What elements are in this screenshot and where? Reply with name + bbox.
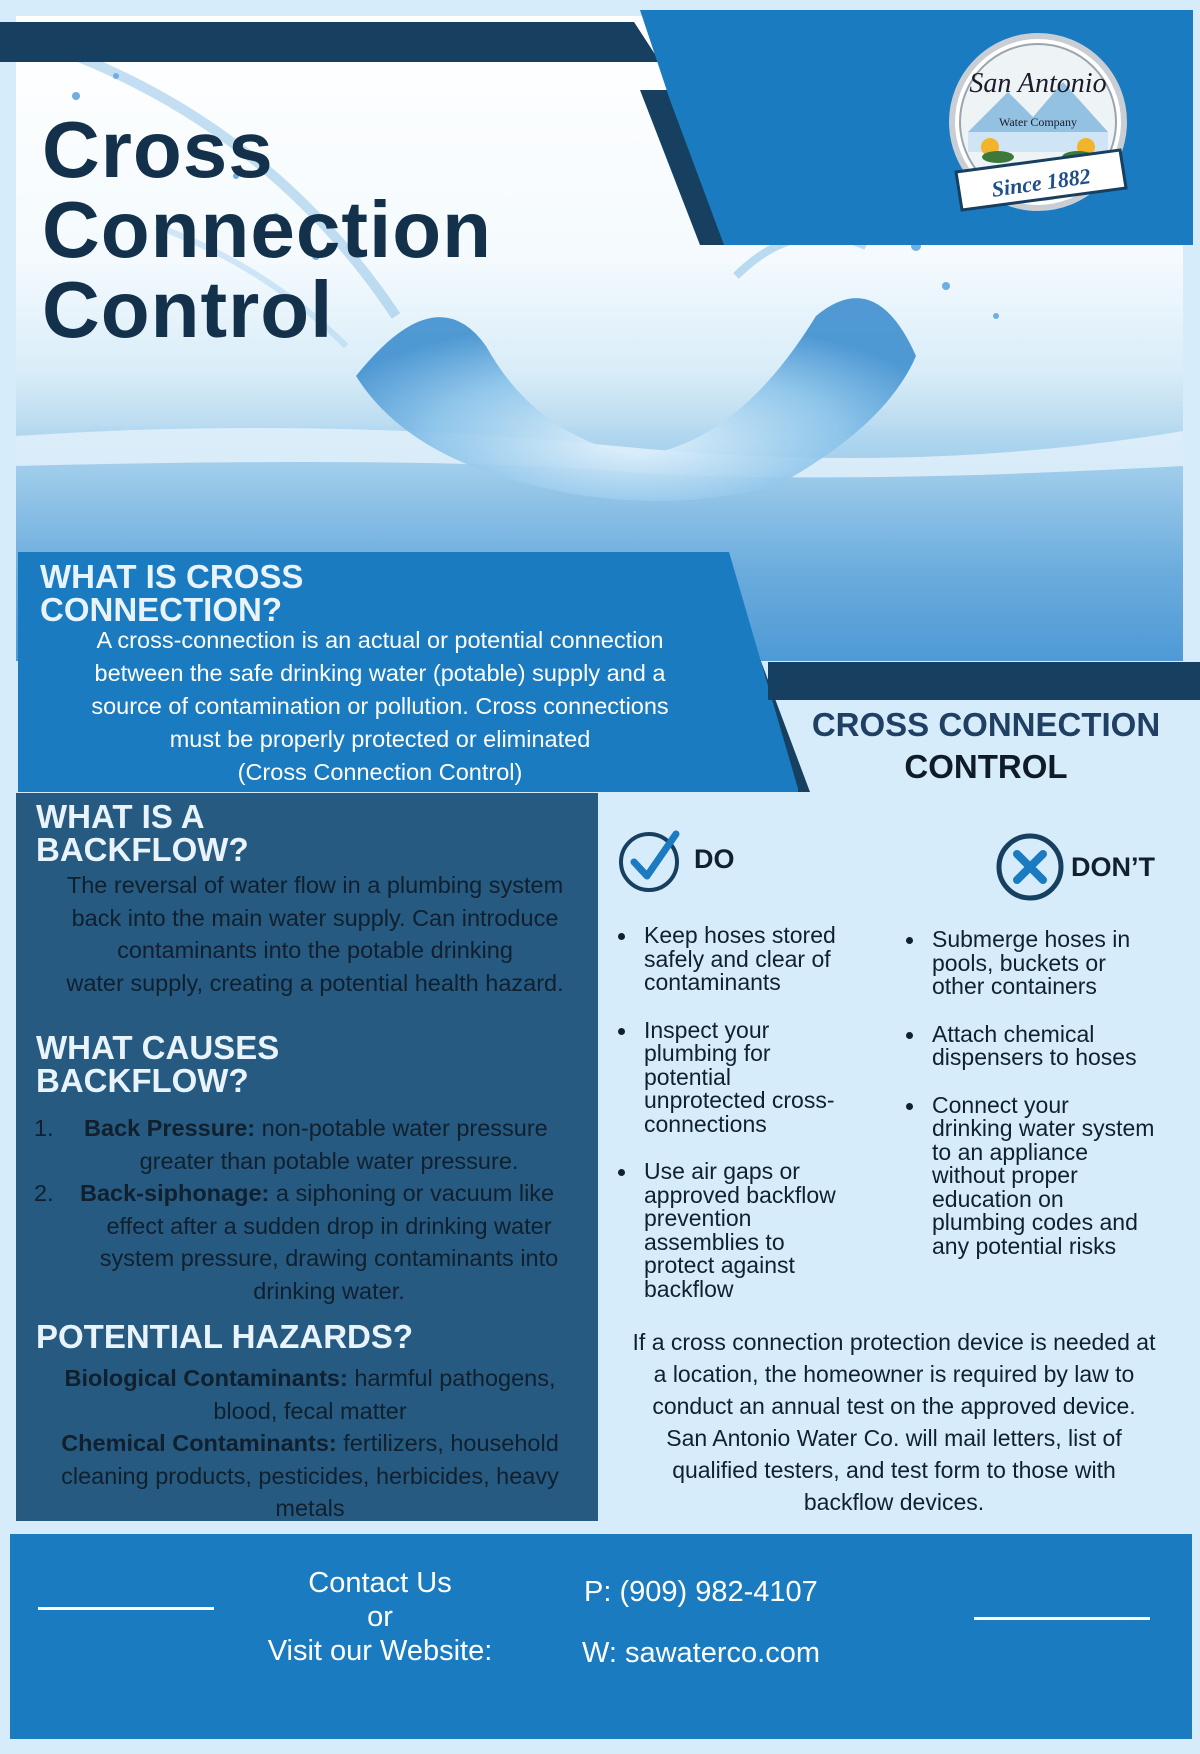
list-term: Back-siphonage:	[80, 1180, 270, 1206]
list-line: safely and clear of	[644, 945, 831, 972]
list-line: contaminants	[644, 969, 781, 995]
do-list	[616, 924, 886, 1325]
title-line: Control	[42, 265, 334, 354]
hazard-biological	[20, 1362, 600, 1395]
what-is-cross-connection-body	[20, 624, 740, 789]
list-line: approved backflow	[644, 1181, 836, 1208]
list-line: Use air gaps or	[644, 1158, 800, 1184]
list-line: dispensers to hoses	[932, 1044, 1137, 1070]
list-line: backflow	[644, 1275, 734, 1302]
list-item-first-line	[34, 1177, 594, 1210]
list-line: Attach chemical	[932, 1020, 1095, 1047]
list-item	[34, 1112, 594, 1177]
potential-hazards-body	[20, 1362, 600, 1525]
list-item-first-line	[34, 1112, 594, 1145]
body-line: between the safe drinking water (potable) supply and a	[94, 660, 666, 686]
list-line: without proper	[932, 1162, 1078, 1188]
list-text: non-potable water pressure	[255, 1115, 548, 1141]
note-line: a location, the homeowner is required by law to	[653, 1361, 1135, 1387]
list-item	[616, 924, 886, 995]
top-navy-banner	[0, 22, 660, 62]
page-title	[42, 105, 492, 354]
hazard-text-line: cleaning products, pesticides, herbicides, heavy	[61, 1462, 559, 1489]
note-line: qualified testers, and test form to those with	[672, 1457, 1116, 1483]
hazard-text-line: metals	[275, 1495, 345, 1521]
title-line: Cross	[42, 105, 274, 194]
list-line: assemblies to	[644, 1228, 785, 1255]
list-line: pools, buckets or	[932, 949, 1106, 976]
list-line: other containers	[932, 973, 1097, 999]
note-line: conduct an annual test on the approved device.	[652, 1393, 1136, 1419]
footer-divider-right	[974, 1617, 1150, 1620]
logo-since-text: Since 1882	[990, 163, 1093, 202]
list-line: Submerge hoses in	[932, 926, 1131, 952]
contact-line: Contact Us	[308, 1567, 452, 1599]
what-causes-backflow-heading	[36, 1031, 576, 1097]
list-line: connections	[644, 1110, 767, 1137]
body-line: back into the main water supply. Can introduce	[71, 904, 559, 931]
body-line: contaminants into the potable drinking	[117, 937, 513, 963]
heading-line: WHAT CAUSES	[36, 1029, 280, 1066]
body-line: must be properly protected or eliminated	[169, 726, 591, 752]
list-term: Back Pressure:	[84, 1115, 256, 1141]
annual-test-note	[604, 1326, 1184, 1518]
heading-line: BACKFLOW?	[36, 831, 249, 868]
note-line: backflow devices.	[803, 1489, 985, 1515]
list-line: Connect your	[932, 1091, 1069, 1118]
heading-line: WHAT IS CROSS	[40, 558, 304, 595]
cross-connection-control-heading	[790, 704, 1182, 788]
body-line: (Cross Connection Control)	[237, 759, 523, 785]
company-logo	[938, 22, 1138, 222]
list-line: plumbing for	[644, 1040, 771, 1066]
list-line: to an appliance	[932, 1138, 1089, 1165]
list-item	[34, 1177, 594, 1307]
heading-line: POTENTIAL HAZARDS?	[36, 1318, 414, 1355]
list-line: potential	[644, 1063, 731, 1090]
hazard-text-line: blood, fecal matter	[213, 1397, 407, 1424]
list-line: any potential risks	[932, 1232, 1117, 1259]
list-line: plumbing codes and	[932, 1209, 1138, 1235]
contact-us-block	[230, 1566, 530, 1668]
backflow-causes-list	[34, 1112, 594, 1307]
list-line: drinking water system	[932, 1115, 1155, 1141]
dont-label: DON’T	[1071, 852, 1155, 882]
contact-line: Visit our Website:	[267, 1635, 493, 1667]
website-link[interactable]: W: sawaterco.com	[582, 1637, 820, 1669]
list-number: 2.	[34, 1180, 54, 1206]
what-is-backflow-body	[30, 869, 600, 999]
list-item	[616, 1160, 886, 1301]
title-line: Connection	[42, 185, 492, 274]
logo-subtitle-text: Water Company	[998, 115, 1078, 129]
hazard-text: fertilizers, household	[336, 1430, 559, 1456]
hazard-text: harmful pathogens,	[347, 1365, 556, 1391]
list-item	[904, 1020, 1194, 1070]
dont-list	[904, 928, 1194, 1282]
note-line: If a cross connection protection device is needed at	[632, 1329, 1156, 1355]
hazard-term: Chemical Contaminants:	[61, 1430, 337, 1456]
body-line: A cross-connection is an actual or potential connection	[96, 627, 664, 653]
body-line: source of contamination or pollution. Cross connections	[91, 693, 669, 719]
list-line: Keep hoses stored	[644, 922, 836, 948]
list-line: Inspect your	[644, 1016, 770, 1043]
navy-divider-bar	[768, 662, 1200, 700]
body-line: water supply, creating a potential health hazard.	[66, 969, 564, 996]
list-line: prevention	[644, 1205, 752, 1231]
heading-line: CONTROL	[904, 748, 1068, 785]
list-item-continued: effect after a sudden drop in drinking water	[106, 1212, 552, 1239]
list-item-continued: drinking water.	[253, 1277, 405, 1304]
list-line: unprotected cross-	[644, 1087, 835, 1113]
hazard-term: Biological Contaminants:	[64, 1365, 348, 1391]
list-item-continued: system pressure, drawing contaminants into	[99, 1245, 559, 1271]
list-item	[904, 928, 1194, 999]
list-number: 1.	[34, 1115, 54, 1141]
what-is-backflow-heading	[36, 800, 576, 866]
list-item-continued: greater than potable water pressure.	[139, 1147, 519, 1174]
heading-line: BACKFLOW?	[36, 1062, 249, 1099]
logo-name-text: San Antonio	[969, 68, 1107, 99]
what-is-cross-connection-heading	[40, 560, 680, 626]
list-item	[616, 1016, 886, 1137]
do-label: DO	[694, 844, 735, 874]
potential-hazards-heading	[36, 1320, 576, 1353]
checkmark-circle-icon	[618, 826, 686, 894]
contact-line: or	[367, 1601, 393, 1633]
list-text: a siphoning or vacuum like	[269, 1180, 555, 1206]
x-circle-icon	[995, 832, 1065, 902]
list-item	[904, 1091, 1194, 1259]
heading-line: CROSS CONNECTION	[811, 706, 1161, 743]
heading-line: CONNECTION?	[40, 591, 282, 628]
phone-number[interactable]: P: (909) 982-4107	[584, 1576, 818, 1608]
body-line: The reversal of water flow in a plumbing system	[66, 872, 564, 898]
list-line: protect against	[644, 1252, 795, 1278]
note-line: San Antonio Water Co. will mail letters, list of	[666, 1425, 1122, 1451]
hazard-chemical	[20, 1427, 600, 1460]
list-line: education on	[932, 1185, 1064, 1212]
heading-line: WHAT IS A	[36, 798, 205, 835]
footer-divider-left	[38, 1607, 214, 1610]
